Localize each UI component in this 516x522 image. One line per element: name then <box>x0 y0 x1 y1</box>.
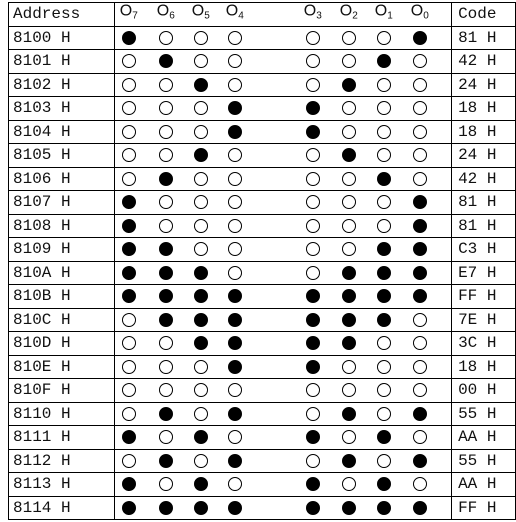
bit-off-circle <box>122 172 136 186</box>
bit-on-circle <box>122 501 136 515</box>
bit-off-circle <box>377 336 391 350</box>
bit-on-circle <box>342 501 356 515</box>
code-cell: C3 H <box>452 238 516 262</box>
bit-off-circle <box>122 148 136 162</box>
address-cell: 8110 H <box>9 402 115 426</box>
code-cell: 24 H <box>452 73 516 97</box>
bit-off-circle <box>194 125 208 139</box>
bit-off-circle <box>194 31 208 45</box>
address-cell: 8114 H <box>9 496 115 520</box>
bit-pattern-cell <box>114 191 451 215</box>
address-cell: 8103 H <box>9 97 115 121</box>
bit-pattern-cell <box>114 238 451 262</box>
table-row <box>9 426 516 450</box>
bit-on-circle <box>228 125 242 139</box>
table-row <box>9 308 516 332</box>
bit-off-circle <box>342 125 356 139</box>
code-cell: 81 H <box>452 191 516 215</box>
bit-off-circle <box>377 407 391 421</box>
bit-off-circle <box>377 360 391 374</box>
bit-off-circle <box>228 219 242 233</box>
bit-pattern-cell <box>114 73 451 97</box>
address-cell: 8109 H <box>9 238 115 262</box>
address-cell: 8104 H <box>9 120 115 144</box>
bit-on-circle <box>159 242 173 256</box>
bit-off-circle <box>342 383 356 397</box>
bit-off-circle <box>377 219 391 233</box>
bit-off-circle <box>306 219 320 233</box>
bit-on-circle <box>306 360 320 374</box>
code-cell: 24 H <box>452 144 516 168</box>
bit-on-circle <box>342 454 356 468</box>
bit-off-circle <box>122 313 136 327</box>
bit-off-circle <box>377 125 391 139</box>
bit-off-circle <box>122 454 136 468</box>
bit-on-circle <box>413 195 427 209</box>
bit-on-circle <box>122 266 136 280</box>
bit-off-circle <box>159 477 173 491</box>
bit-on-circle <box>377 289 391 303</box>
bit-off-circle <box>306 78 320 92</box>
bit-off-circle <box>122 407 136 421</box>
bit-on-circle <box>413 31 427 45</box>
bit-on-circle <box>159 313 173 327</box>
table-row <box>9 332 516 356</box>
bit-header-o2: $O_2$ <box>339 2 358 22</box>
bit-on-circle <box>159 501 173 515</box>
bit-on-circle <box>342 266 356 280</box>
address-cell: 810A H <box>9 261 115 285</box>
bit-pattern-cell <box>114 97 451 121</box>
bit-on-circle <box>306 430 320 444</box>
bit-on-circle <box>377 430 391 444</box>
bit-off-circle <box>159 383 173 397</box>
table-row <box>9 191 516 215</box>
bit-off-circle <box>342 31 356 45</box>
bit-on-circle <box>342 407 356 421</box>
bit-on-circle <box>413 289 427 303</box>
bit-on-circle <box>122 31 136 45</box>
table-row <box>9 355 516 379</box>
bit-on-circle <box>194 477 208 491</box>
bit-header-o1: $O_1$ <box>374 2 393 22</box>
table-row <box>9 379 516 403</box>
bit-on-circle <box>377 54 391 68</box>
bit-off-circle <box>228 54 242 68</box>
table-row <box>9 496 516 520</box>
address-cell: 810D H <box>9 332 115 356</box>
bit-off-circle <box>159 360 173 374</box>
bit-pattern-cell <box>114 496 451 520</box>
code-cell: E7 H <box>452 261 516 285</box>
bit-on-circle <box>194 78 208 92</box>
header-row <box>9 3 516 27</box>
bit-on-circle <box>122 477 136 491</box>
bit-off-circle <box>194 454 208 468</box>
bit-off-circle <box>377 454 391 468</box>
bit-off-circle <box>228 430 242 444</box>
bit-off-circle <box>228 172 242 186</box>
code-header: Code <box>452 3 516 27</box>
bit-on-circle <box>159 454 173 468</box>
bit-pattern-cell <box>114 426 451 450</box>
bit-off-circle <box>159 336 173 350</box>
address-cell: 8112 H <box>9 449 115 473</box>
bit-off-circle <box>306 195 320 209</box>
bit-off-circle <box>342 219 356 233</box>
bit-on-circle <box>228 289 242 303</box>
bit-on-circle <box>228 313 242 327</box>
bit-off-circle <box>342 360 356 374</box>
bit-off-circle <box>413 477 427 491</box>
code-cell: AA H <box>452 473 516 497</box>
bit-off-circle <box>194 195 208 209</box>
bit-pattern-cell <box>114 144 451 168</box>
address-cell: 8101 H <box>9 50 115 74</box>
bit-header-o6: $O_6$ <box>156 2 175 22</box>
bit-off-circle <box>413 430 427 444</box>
bit-off-circle <box>306 172 320 186</box>
address-cell: 8111 H <box>9 426 115 450</box>
bit-on-circle <box>228 501 242 515</box>
address-cell: 8108 H <box>9 214 115 238</box>
table-row <box>9 144 516 168</box>
bit-off-circle <box>377 148 391 162</box>
table-row <box>9 261 516 285</box>
bit-off-circle <box>377 78 391 92</box>
bit-off-circle <box>194 360 208 374</box>
address-cell: 8113 H <box>9 473 115 497</box>
bit-off-circle <box>413 383 427 397</box>
code-cell: FF H <box>452 285 516 309</box>
bit-on-circle <box>194 501 208 515</box>
bit-pattern-cell <box>114 214 451 238</box>
code-cell: 7E H <box>452 308 516 332</box>
bit-off-circle <box>377 31 391 45</box>
bit-off-circle <box>228 383 242 397</box>
bit-off-circle <box>122 54 136 68</box>
bit-on-circle <box>377 242 391 256</box>
address-cell: 8107 H <box>9 191 115 215</box>
bit-on-circle <box>159 266 173 280</box>
address-cell: 810B H <box>9 285 115 309</box>
bit-off-circle <box>122 101 136 115</box>
table-row <box>9 402 516 426</box>
address-cell: 810F H <box>9 379 115 403</box>
bit-off-circle <box>413 78 427 92</box>
code-cell: 00 H <box>452 379 516 403</box>
bit-off-circle <box>342 477 356 491</box>
bit-on-circle <box>342 289 356 303</box>
table-row <box>9 473 516 497</box>
code-cell: AA H <box>452 426 516 450</box>
bit-off-circle <box>342 195 356 209</box>
bit-pattern-cell <box>114 449 451 473</box>
code-cell: 18 H <box>452 355 516 379</box>
code-cell: FF H <box>452 496 516 520</box>
bit-on-circle <box>413 501 427 515</box>
bit-on-circle <box>413 407 427 421</box>
bit-on-circle <box>122 195 136 209</box>
bit-on-circle <box>159 172 173 186</box>
bit-pattern-cell <box>114 473 451 497</box>
bit-off-circle <box>306 383 320 397</box>
code-cell: 3C H <box>452 332 516 356</box>
bit-pattern-cell <box>114 379 451 403</box>
bit-on-circle <box>306 501 320 515</box>
bit-off-circle <box>122 125 136 139</box>
bit-on-circle <box>306 125 320 139</box>
bit-header-o5: $O_5$ <box>191 2 210 22</box>
table-row <box>9 214 516 238</box>
address-cell: 810C H <box>9 308 115 332</box>
bit-off-circle <box>159 101 173 115</box>
bit-off-circle <box>413 125 427 139</box>
bit-on-circle <box>342 148 356 162</box>
bit-off-circle <box>306 54 320 68</box>
bit-on-circle <box>413 242 427 256</box>
bit-off-circle <box>306 31 320 45</box>
bit-on-circle <box>306 101 320 115</box>
bit-off-circle <box>306 454 320 468</box>
bit-off-circle <box>194 219 208 233</box>
bit-on-circle <box>228 407 242 421</box>
bit-pattern-cell <box>114 261 451 285</box>
bit-pattern-cell <box>114 402 451 426</box>
bit-off-circle <box>377 383 391 397</box>
bit-off-circle <box>228 148 242 162</box>
bit-header-o4: $O_4$ <box>225 2 244 22</box>
table-row <box>9 50 516 74</box>
bit-headers <box>114 3 451 27</box>
bit-pattern-cell <box>114 332 451 356</box>
bit-on-circle <box>306 313 320 327</box>
bit-on-circle <box>228 360 242 374</box>
bit-on-circle <box>377 266 391 280</box>
bit-on-circle <box>306 477 320 491</box>
bit-on-circle <box>377 172 391 186</box>
table-row <box>9 285 516 309</box>
bit-pattern-cell <box>114 308 451 332</box>
bit-pattern-cell <box>114 120 451 144</box>
bit-off-circle <box>377 101 391 115</box>
address-cell: 8106 H <box>9 167 115 191</box>
bit-on-circle <box>194 289 208 303</box>
code-cell: 55 H <box>452 402 516 426</box>
bit-on-circle <box>377 477 391 491</box>
bit-pattern-cell <box>114 50 451 74</box>
bit-header-o3: $O_3$ <box>303 2 322 22</box>
bit-header-o0: $O_0$ <box>410 2 429 22</box>
bit-off-circle <box>194 407 208 421</box>
bit-off-circle <box>122 336 136 350</box>
bit-pattern-cell <box>114 285 451 309</box>
bit-on-circle <box>194 313 208 327</box>
bit-off-circle <box>159 430 173 444</box>
bit-on-circle <box>342 336 356 350</box>
bit-on-circle <box>306 336 320 350</box>
bit-on-circle <box>413 219 427 233</box>
bit-pattern-cell <box>114 167 451 191</box>
bit-off-circle <box>342 430 356 444</box>
bit-off-circle <box>122 360 136 374</box>
bit-off-circle <box>413 101 427 115</box>
bit-off-circle <box>228 78 242 92</box>
bit-off-circle <box>342 242 356 256</box>
bit-off-circle <box>194 242 208 256</box>
bit-off-circle <box>306 242 320 256</box>
bit-on-circle <box>194 430 208 444</box>
bit-on-circle <box>159 289 173 303</box>
bit-off-circle <box>122 78 136 92</box>
address-cell: 810E H <box>9 355 115 379</box>
table-row <box>9 73 516 97</box>
bit-on-circle <box>122 219 136 233</box>
address-header: Address <box>9 3 115 27</box>
bit-off-circle <box>159 78 173 92</box>
bit-off-circle <box>228 477 242 491</box>
bit-off-circle <box>413 313 427 327</box>
table-row <box>9 120 516 144</box>
bit-off-circle <box>159 31 173 45</box>
bit-off-circle <box>159 125 173 139</box>
bit-on-circle <box>194 148 208 162</box>
bit-off-circle <box>413 54 427 68</box>
bit-on-circle <box>377 313 391 327</box>
bit-off-circle <box>194 383 208 397</box>
bit-off-circle <box>413 360 427 374</box>
bit-pattern-cell <box>114 355 451 379</box>
bit-off-circle <box>228 195 242 209</box>
bit-on-circle <box>228 336 242 350</box>
table-row <box>9 449 516 473</box>
code-cell: 18 H <box>452 120 516 144</box>
bit-off-circle <box>377 195 391 209</box>
code-cell: 18 H <box>452 97 516 121</box>
bit-off-circle <box>194 101 208 115</box>
bit-off-circle <box>159 195 173 209</box>
address-cell: 8100 H <box>9 26 115 50</box>
code-cell: 42 H <box>452 50 516 74</box>
bit-off-circle <box>159 148 173 162</box>
bit-off-circle <box>342 54 356 68</box>
bit-on-circle <box>159 54 173 68</box>
bit-off-circle <box>194 54 208 68</box>
code-cell: 42 H <box>452 167 516 191</box>
bit-on-circle <box>342 78 356 92</box>
bit-off-circle <box>306 266 320 280</box>
bit-off-circle <box>342 172 356 186</box>
bit-on-circle <box>413 266 427 280</box>
bit-off-circle <box>194 172 208 186</box>
bit-on-circle <box>342 313 356 327</box>
code-cell: 81 H <box>452 26 516 50</box>
led-pattern-table <box>8 2 516 520</box>
bit-on-circle <box>228 101 242 115</box>
bit-on-circle <box>377 501 391 515</box>
bit-on-circle <box>194 336 208 350</box>
code-cell: 81 H <box>452 214 516 238</box>
address-cell: 8102 H <box>9 73 115 97</box>
bit-off-circle <box>413 172 427 186</box>
bit-off-circle <box>228 242 242 256</box>
bit-off-circle <box>413 336 427 350</box>
table-row <box>9 26 516 50</box>
bit-header-o7: $O_7$ <box>119 2 138 22</box>
bit-on-circle <box>194 266 208 280</box>
bit-off-circle <box>342 101 356 115</box>
address-cell: 8105 H <box>9 144 115 168</box>
bit-on-circle <box>413 454 427 468</box>
bit-off-circle <box>306 407 320 421</box>
bit-on-circle <box>122 242 136 256</box>
bit-off-circle <box>122 383 136 397</box>
bit-off-circle <box>159 219 173 233</box>
bit-on-circle <box>122 289 136 303</box>
bit-off-circle <box>413 148 427 162</box>
table-row <box>9 238 516 262</box>
bit-off-circle <box>228 31 242 45</box>
bit-off-circle <box>228 266 242 280</box>
bit-on-circle <box>306 289 320 303</box>
bit-pattern-cell <box>114 26 451 50</box>
table-row <box>9 97 516 121</box>
code-cell: 55 H <box>452 449 516 473</box>
bit-on-circle <box>122 430 136 444</box>
bit-on-circle <box>228 454 242 468</box>
bit-off-circle <box>306 148 320 162</box>
bit-on-circle <box>159 407 173 421</box>
table-row <box>9 167 516 191</box>
